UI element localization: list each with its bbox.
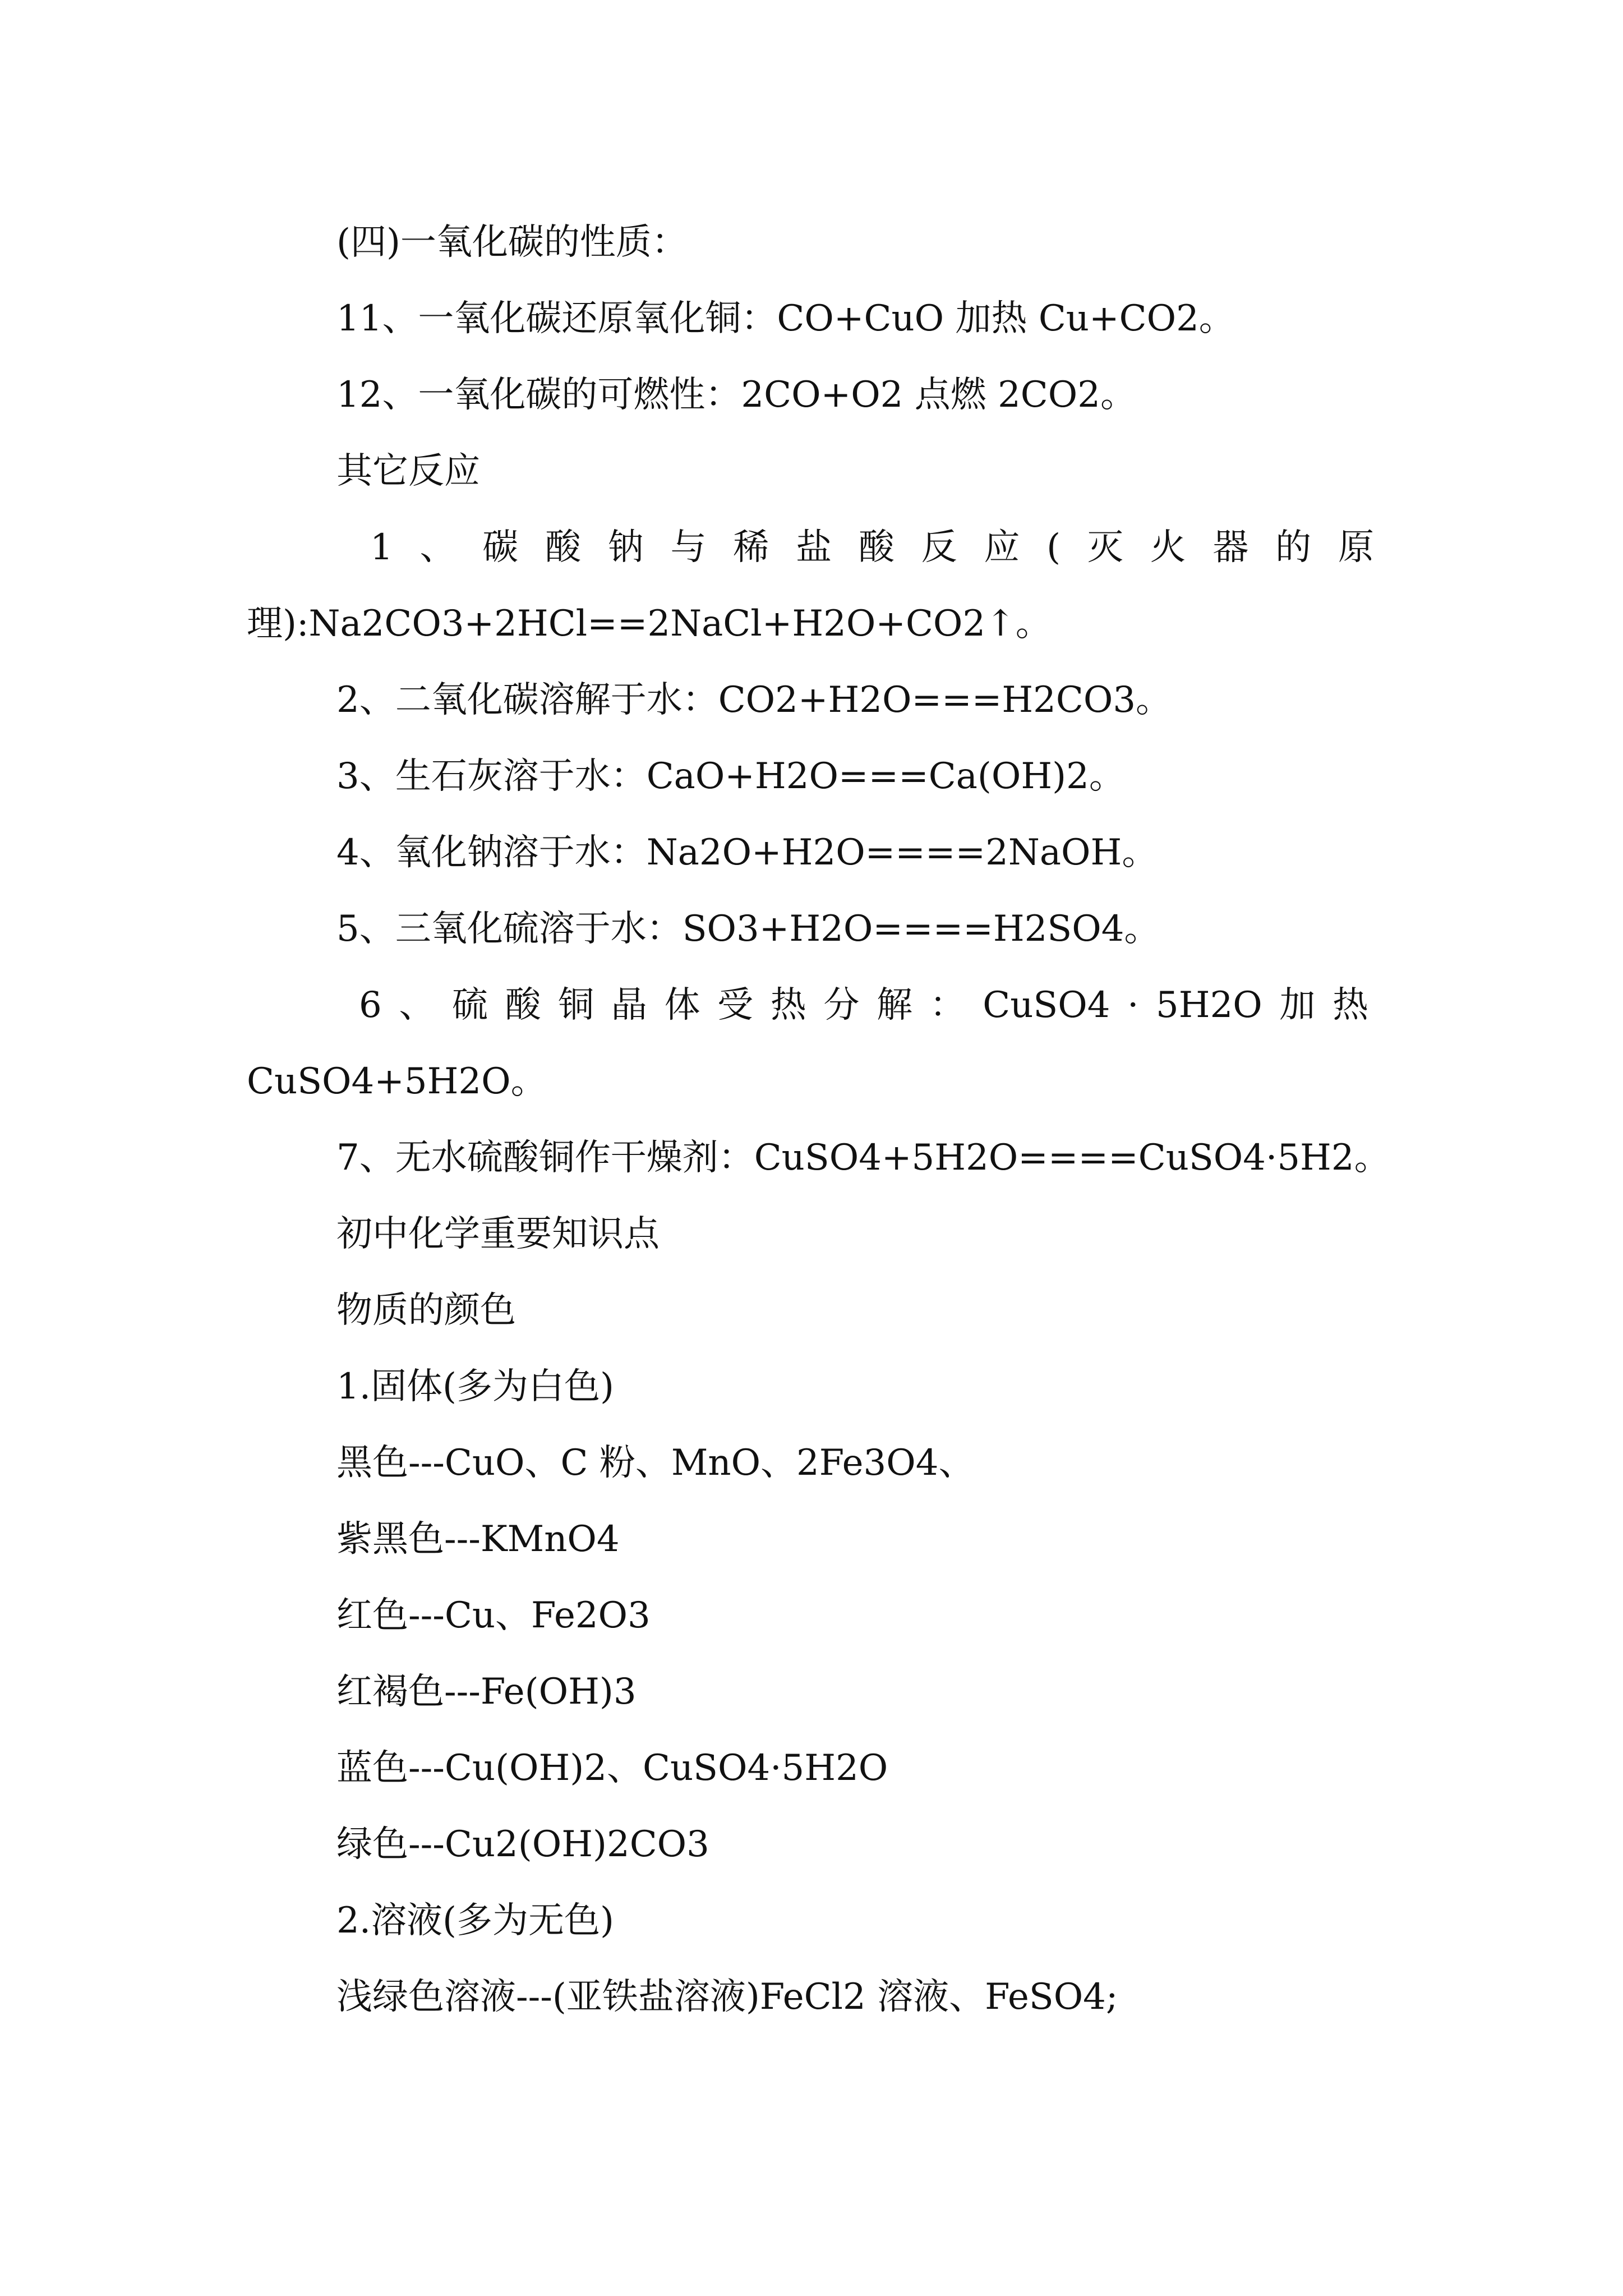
color-item-black: 黑色---CuO、C 粉、MnO、2Fe3O4、 [336, 1442, 975, 1484]
reaction-line-11: 11、一氧化碳还原氧化铜：CO+CuO 加热 Cu+CO2。 [336, 298, 1235, 339]
char: 与 [670, 527, 707, 568]
char: 灭 [1087, 527, 1123, 568]
char: ( [1046, 527, 1061, 568]
char: 硫 [451, 984, 488, 1026]
char: 反 [921, 527, 957, 568]
char: 晶 [611, 984, 647, 1026]
subsection-solids: 1.固体(多为白色) [336, 1366, 614, 1407]
section-heading-carbon-monoxide: (四)一氧化碳的性质： [336, 222, 688, 263]
char: 的 [1275, 527, 1312, 568]
char: 稀 [733, 527, 769, 568]
reaction-line-3: 3、生石灰溶于水：CaO+H2O===Ca(OH)2。 [336, 756, 1125, 797]
char: 受 [717, 984, 754, 1026]
char: 原 [1338, 527, 1374, 568]
color-item-red: 红色---Cu、Fe2O3 [336, 1595, 651, 1636]
reaction-line-1-part2: 理):Na2CO3+2HCl==2NaCl+H2O+CO2↑。 [247, 603, 1052, 645]
reaction-line-6-part2: CuSO4+5H2O。 [247, 1061, 547, 1102]
section-heading-other-reactions: 其它反应 [336, 450, 480, 492]
char: 热 [770, 984, 806, 1026]
char: 加 [1279, 984, 1316, 1026]
char: 器 [1212, 527, 1249, 568]
color-item-blue: 蓝色---Cu(OH)2、CuSO4·5H2O [336, 1747, 888, 1789]
char: 酸 [858, 527, 895, 568]
char: 铜 [558, 984, 594, 1026]
color-item-purple-black: 紫黑色---KMnO4 [336, 1519, 620, 1560]
char: 热 [1332, 984, 1368, 1026]
subsection-solutions: 2.溶液(多为无色) [336, 1900, 614, 1941]
reaction-line-5: 5、三氧化硫溶于水：SO3+H2O====H2SO4。 [336, 908, 1160, 950]
char: 6 [359, 984, 382, 1026]
char: 5H2O [1156, 984, 1262, 1026]
char: ： [929, 984, 966, 1026]
char: 火 [1150, 527, 1186, 568]
char: 1 [370, 527, 393, 568]
char: 酸 [505, 984, 541, 1026]
char: 分 [823, 984, 860, 1026]
reaction-line-2: 2、二氧化碳溶解于水：CO2+H2O===H2CO3。 [336, 679, 1172, 721]
char: CuSO4 [983, 984, 1110, 1026]
char: 解 [876, 984, 912, 1026]
reaction-line-4: 4、氧化钠溶于水：Na2O+H2O====2NaOH。 [336, 832, 1158, 873]
char: 、 [399, 984, 435, 1026]
section-heading-colors: 物质的颜色 [336, 1290, 516, 1331]
reaction-line-6-part1 [359, 983, 1368, 1028]
color-item-green: 绿色---Cu2(OH)2CO3 [336, 1824, 709, 1865]
color-item-light-green-solution: 浅绿色溶液---(亚铁盐溶液)FeCl2 溶液、FeSO4; [336, 1976, 1118, 2018]
char: 、 [419, 527, 456, 568]
char: 酸 [545, 527, 582, 568]
color-item-red-brown: 红褐色---Fe(OH)3 [336, 1671, 637, 1713]
char: 体 [664, 984, 700, 1026]
reaction-line-12: 12、一氧化碳的可燃性：2CO+O2 点燃 2CO2。 [336, 374, 1136, 416]
char: 钠 [607, 527, 644, 568]
reaction-line-1-part1 [370, 525, 1374, 570]
char: 碳 [482, 527, 519, 568]
char: · [1127, 984, 1139, 1026]
char: 盐 [796, 527, 832, 568]
section-heading-key-points: 初中化学重要知识点 [336, 1213, 660, 1255]
char: 应 [984, 527, 1020, 568]
reaction-line-7: 7、无水硫酸铜作干燥剂：CuSO4+5H2O====CuSO4·5H2。 [336, 1137, 1390, 1179]
